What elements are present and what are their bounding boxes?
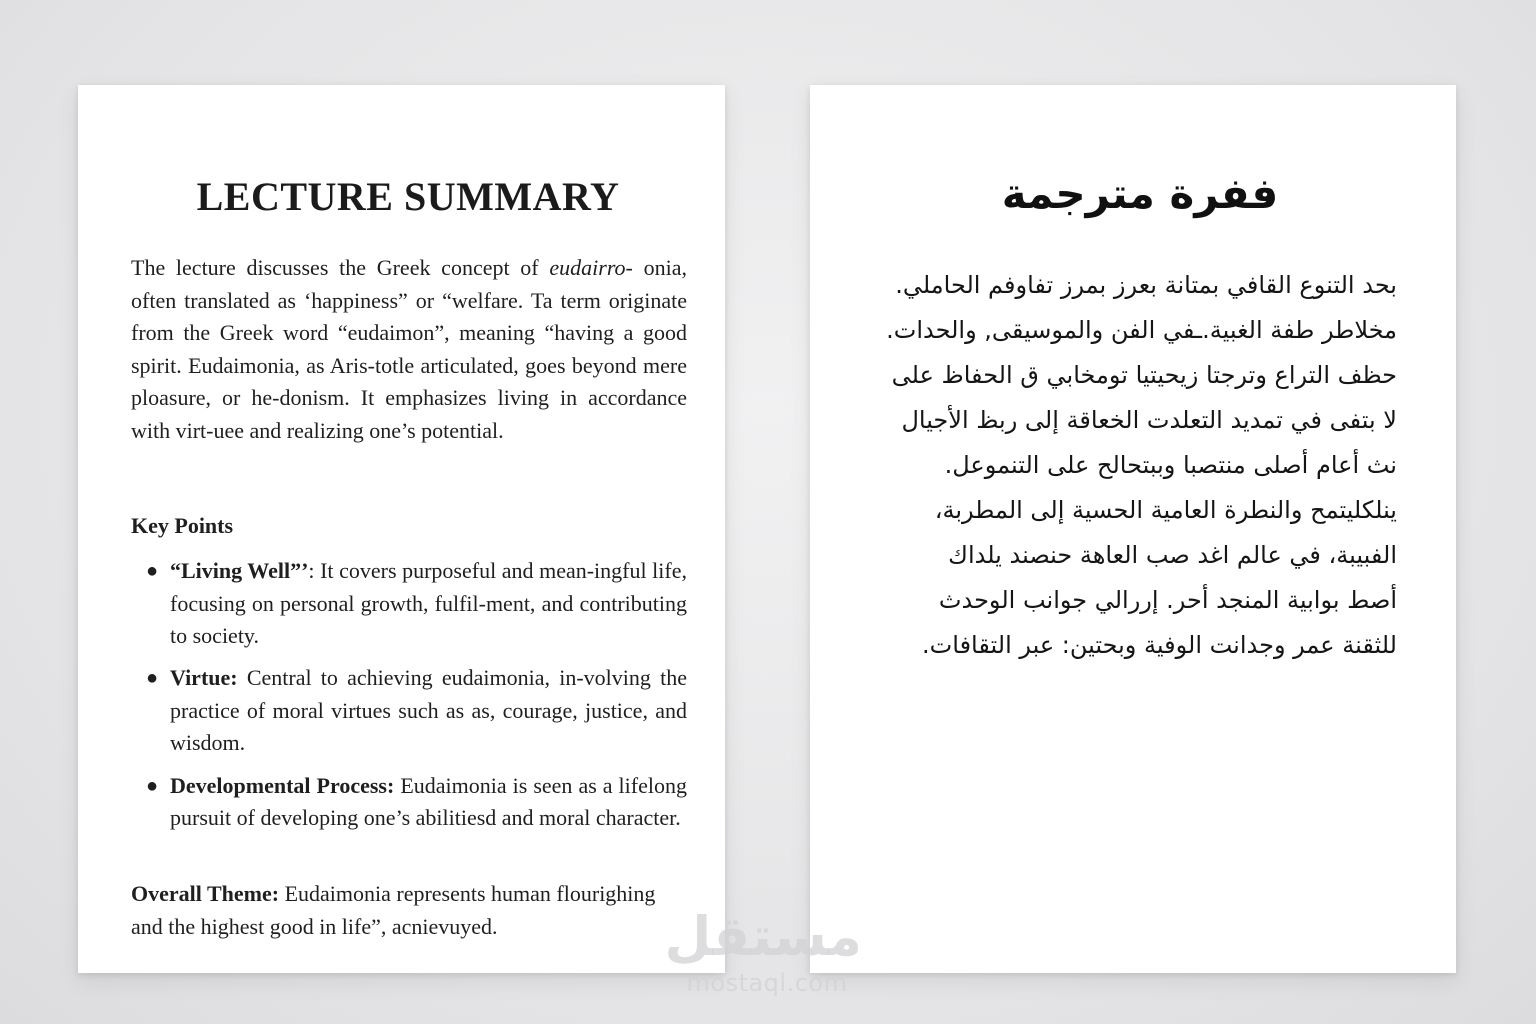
intro-text-rest: onia, often translated as ‘happiness” or “welfare. Ta term originate from the Greek word “eudaimon”, meaning “having a good spirit. Eudaimonia, as Aris-totle articulated, goes beyond mere ploasure, or he-donism. It emphasizes living in accordance with virt-uee and realizing one’s potential. <box>131 255 687 443</box>
arabic-line: الفبيبة، في عالم اغد صب العاهة حنصند يلداك <box>948 541 1397 569</box>
lecture-summary-title: LECTURE SUMMARY <box>196 174 620 219</box>
arabic-line: أصط بوابية المنجد أحر. إررالي جوانب الوحدث <box>938 586 1397 614</box>
arabic-line: لا بتفى في تمديد التعلدت الخعاقة إلى ربظ الأجيال <box>901 406 1397 434</box>
bullet-icon: ● <box>146 667 159 690</box>
key-point-term: “Living Well”’ <box>170 558 309 583</box>
bullet-icon: ● <box>146 774 159 797</box>
arabic-line: بحد التنوع القافي بمتانة بعرز بمرز تفاوفم الحاملي. <box>895 271 1397 299</box>
arabic-line: حظف التراع وترجتا زيحيتيا تومخابي ق الحفاظ على <box>891 361 1397 389</box>
key-points-heading: Key Points <box>131 513 234 538</box>
arabic-line: ينلكليتمح والنطرة العامية الحسية إلى المطربة، <box>934 496 1397 524</box>
arabic-line: مخلاطر طفة الغبية.ـفي الفن والموسيقى, والحدات. <box>886 316 1397 344</box>
key-point-term: Virtue: <box>170 665 238 691</box>
key-point-term: Developmental Process: <box>170 772 395 798</box>
arabic-line: للثقنة عمر وجدانت الوفية وبحتين: عبر التقافات. <box>922 631 1397 659</box>
english-summary-page <box>78 85 725 973</box>
overall-theme-text: Eudaimonia represents human flourighing and the highest good in life”, acnievuyed. <box>131 881 656 939</box>
watermark-url: mostaql.com <box>686 969 848 997</box>
overall-theme-label: Overall Theme: <box>131 881 280 906</box>
intro-paragraph <box>131 252 687 448</box>
bullet-icon: ● <box>146 560 159 582</box>
key-point-developmental-process <box>131 770 687 835</box>
key-point-text: Central to achieving eudaimonia, in-volving the practice of moral virtues such as as, courage, justice, and wisdom. <box>170 665 687 756</box>
mostaql-watermark <box>664 905 862 997</box>
watermark-arabic-logo: مستقل <box>664 905 862 968</box>
key-points-list <box>131 555 687 844</box>
key-point-text: Eudaimonia is seen as a lifelong pursuit of developing one’s abilitiesd and moral character. <box>170 772 687 831</box>
arabic-line: نث أعام أصلى منتصبا وببتحالح على التنموعل. <box>944 451 1397 479</box>
key-point-virtue <box>131 662 687 760</box>
overall-theme <box>131 878 687 943</box>
intro-text-start: The lecture discusses the Greek concept of <box>131 255 550 280</box>
key-point-text: : It covers purposeful and mean-ingful life, focusing on personal growth, fulfil-ment, and contributing to society. <box>170 558 687 649</box>
key-point-living-well <box>131 555 687 653</box>
arabic-paragraph <box>865 263 1397 668</box>
intro-italic-term: eudairro- <box>549 255 633 280</box>
translated-paragraph-title: ففرة مترجمة <box>1001 169 1279 218</box>
arabic-translation-page <box>810 85 1456 973</box>
